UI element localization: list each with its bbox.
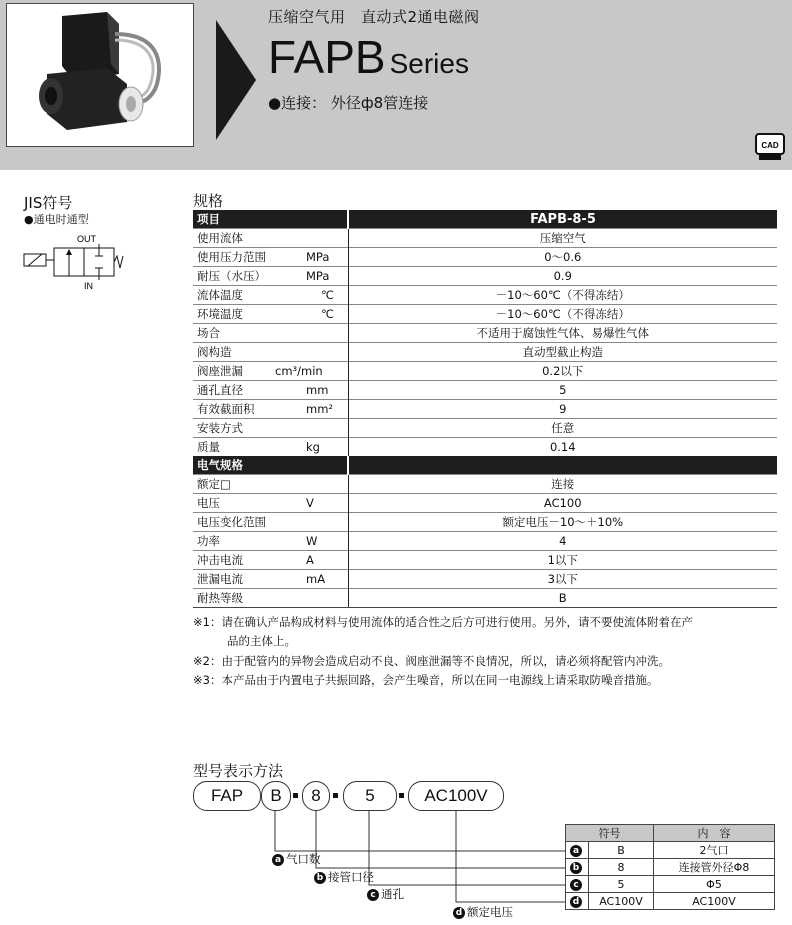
- spec-value: 连接: [348, 475, 777, 494]
- spec-label: 环境温度 ℃: [193, 305, 348, 324]
- spec-row: [193, 362, 777, 381]
- spec-value: 3以下: [348, 570, 777, 589]
- spec-row: [193, 438, 777, 457]
- spec-row: [193, 381, 777, 400]
- solenoid-valve-image: [7, 4, 193, 146]
- spec-value: －10～60℃（不得冻结）: [348, 286, 777, 305]
- badge-d-icon: d: [453, 907, 465, 919]
- cad-icon[interactable]: [755, 133, 785, 161]
- spec-unit: kg: [306, 440, 320, 454]
- spec-header-value: FAPB-8-5: [348, 210, 777, 229]
- legend-header-content: 内 容: [654, 825, 775, 842]
- spec-row: [193, 324, 777, 343]
- spec-row: [193, 286, 777, 305]
- spec-value: －10～60℃（不得冻结）: [348, 305, 777, 324]
- model-part-c: 5: [343, 781, 397, 811]
- model-part-b: 8: [302, 781, 330, 811]
- spec-unit: MPa: [306, 269, 330, 283]
- legend-row: d AC100V AC100V: [566, 893, 775, 910]
- svg-text:CAD: CAD: [761, 141, 779, 150]
- spec-row: [193, 419, 777, 438]
- spec-header-value: [348, 456, 777, 475]
- spec-label: 使用压力范围 MPa: [193, 248, 348, 267]
- spec-value: 直动型截止构造: [348, 343, 777, 362]
- spec-label: 质量 kg: [193, 438, 348, 457]
- spec-label: 耐热等级: [193, 589, 348, 608]
- badge-b-icon: b: [314, 872, 326, 884]
- spec-row: [193, 570, 777, 589]
- badge-d-icon: d: [570, 896, 582, 908]
- spec-unit: MPa: [306, 250, 330, 264]
- spec-row: [193, 513, 777, 532]
- spec-row: [193, 551, 777, 570]
- spec-label: 阀座泄漏 cm³/min: [193, 362, 348, 381]
- model-part-a: B: [261, 781, 291, 811]
- spec-value: 5: [348, 381, 777, 400]
- spec-unit: A: [306, 553, 314, 567]
- spec-value: 额定电压－10～＋10%: [348, 513, 777, 532]
- spec-row: [193, 267, 777, 286]
- spec-header-row: [193, 210, 777, 229]
- product-photo: [6, 3, 194, 147]
- spec-row: [193, 305, 777, 324]
- legend-row: c 5 Φ5: [566, 876, 775, 893]
- spec-row: [193, 589, 777, 608]
- spec-row: [193, 475, 777, 494]
- spec-header-label: 项目: [193, 210, 348, 229]
- spec-value: B: [348, 589, 777, 608]
- spec-row: [193, 400, 777, 419]
- spec-unit: ℃: [321, 307, 334, 321]
- spec-value: 不适用于腐蚀性气体、易爆性气体: [348, 324, 777, 343]
- model-legend-table: [565, 824, 775, 910]
- spec-unit: V: [306, 496, 314, 510]
- spec-table: [193, 210, 777, 608]
- model-dash: [293, 793, 298, 798]
- spec-unit: mm: [306, 383, 329, 397]
- spec-unit: mm²: [306, 402, 334, 416]
- model-label-c: c 通孔: [367, 886, 404, 902]
- badge-b-icon: b: [570, 862, 582, 874]
- spec-label: 额定□: [193, 475, 348, 494]
- model-label-b: b 接管口径: [314, 869, 374, 885]
- note-1: ※1：请在确认产品构成材料与使用流体的适合性之后方可进行使用。另外，请不要使流体附着在产: [193, 615, 693, 629]
- model-label-a: a 气口数: [272, 851, 321, 867]
- spec-unit: W: [306, 534, 318, 548]
- spec-row: [193, 532, 777, 551]
- series-name: FAPB: [268, 31, 386, 83]
- header-arrow-icon: [212, 20, 256, 140]
- spec-label: 泄漏电流 mA: [193, 570, 348, 589]
- spec-value: 任意: [348, 419, 777, 438]
- spec-label: 场合: [193, 324, 348, 343]
- spec-elec-header-row: [193, 456, 777, 475]
- spec-label: 安装方式: [193, 419, 348, 438]
- connection-spec: ●连接： 外径ф8管连接: [268, 94, 429, 112]
- badge-c-icon: c: [367, 889, 379, 901]
- spec-label: 阀构造: [193, 343, 348, 362]
- model-dash: [333, 793, 338, 798]
- jis-subtitle: ●通电时通型: [24, 213, 89, 226]
- badge-a-icon: a: [272, 854, 284, 866]
- series-title: [268, 31, 469, 87]
- spec-value: 0～0.6: [348, 248, 777, 267]
- spec-label: 流体温度 ℃: [193, 286, 348, 305]
- spec-header-label: 电气规格: [193, 456, 348, 475]
- spec-value: 4: [348, 532, 777, 551]
- badge-a-icon: a: [570, 845, 582, 857]
- spec-value: 1以下: [348, 551, 777, 570]
- svg-text:OUT: OUT: [77, 234, 96, 244]
- spec-row: [193, 248, 777, 267]
- legend-row: b 8 连接管外径Φ8: [566, 859, 775, 876]
- spec-value: 压缩空气: [348, 229, 777, 248]
- model-label-d: d 额定电压: [453, 904, 513, 920]
- note-3: ※3：本产品由于内置电子共振回路，会产生噪音，所以在同一电源线上请采取防噪音措施。: [193, 673, 659, 687]
- spec-label: 耐压（水压） MPa: [193, 267, 348, 286]
- model-part-d: AC100V: [408, 781, 504, 811]
- spec-value: 0.9: [348, 267, 777, 286]
- spec-row: [193, 494, 777, 513]
- legend-row: a B 2气口: [566, 842, 775, 859]
- jis-symbol-diagram: [20, 232, 124, 292]
- spec-label: 电压 V: [193, 494, 348, 513]
- spec-value: 9: [348, 400, 777, 419]
- svg-text:IN: IN: [84, 281, 93, 291]
- model-title: 型号表示方法: [193, 762, 284, 780]
- note-2: ※2：由于配管内的异物会造成启动不良、阀座泄漏等不良情况，所以，请必须将配管内冲洗。: [193, 654, 670, 668]
- spec-row: [193, 229, 777, 248]
- badge-c-icon: c: [570, 879, 582, 891]
- spec-label: 有效截面积 mm²: [193, 400, 348, 419]
- product-subtitle: 压缩空气用 直动式2通电磁阀: [268, 8, 480, 26]
- spec-value: 0.2以下: [348, 362, 777, 381]
- legend-header-symbol: 符号: [566, 825, 654, 842]
- spec-unit: ℃: [321, 288, 334, 302]
- spec-value: 0.14: [348, 438, 777, 457]
- spec-value: AC100: [348, 494, 777, 513]
- spec-label: 冲击电流 A: [193, 551, 348, 570]
- spec-label: 电压变化范围: [193, 513, 348, 532]
- series-suffix: Series: [389, 48, 469, 79]
- model-part-series: FAP: [193, 781, 261, 811]
- spec-unit: cm³/min: [275, 364, 323, 378]
- note-1-cont: 品的主体上。: [227, 634, 296, 648]
- spec-unit: mA: [306, 572, 326, 586]
- spec-label: 通孔直径 mm: [193, 381, 348, 400]
- jis-title: JIS符号: [24, 194, 73, 212]
- model-dash: [399, 793, 404, 798]
- spec-label: 使用流体: [193, 229, 348, 248]
- spec-title: 规格: [193, 192, 224, 210]
- spec-row: [193, 343, 777, 362]
- spec-label: 功率 W: [193, 532, 348, 551]
